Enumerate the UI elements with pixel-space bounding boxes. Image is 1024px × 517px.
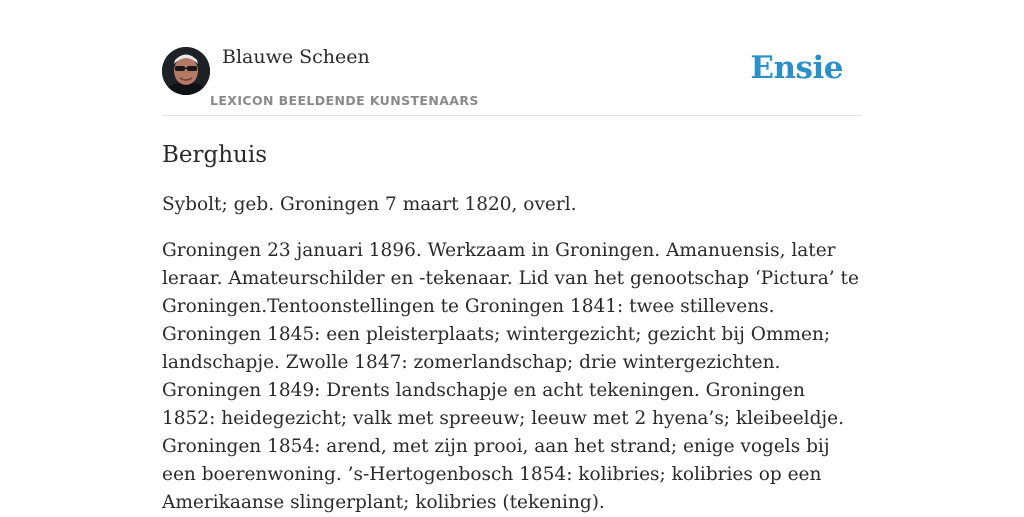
author-name[interactable]: Blauwe Scheen <box>222 46 370 68</box>
avatar-portrait-icon <box>162 47 210 95</box>
entry-lead: Sybolt; geb. Groningen 7 maart 1820, overl. <box>162 194 577 215</box>
author-avatar[interactable] <box>162 47 210 95</box>
entry-card <box>162 0 862 517</box>
category-label[interactable]: LEXICON BEELDENDE KUNSTENAARS <box>210 93 479 108</box>
entry-header <box>162 0 862 116</box>
entry-body: Groningen 23 januari 1896. Werkzaam in Groningen. Amanuensis, later leraar. Amateurschilder en -tekenaar. Lid van het genootschap ‘Pictura’ te Groningen.Tentoonstellingen te Groningen 1841: twee stillevens. Groningen 1845: een pleisterplaats; wintergezicht; gezicht bij Ommen; landschapje. Zwolle 1847: zomerlandschap; drie wintergezichten. Groningen 1849: Drents landschapje en acht tekeningen. Groningen 1852: heidegezicht; valk met spreeuw; leeuw met 2 hyena’s; kleibeeldje. Groningen 1854: arend, met zijn prooi, aan het strand; enige vogels bij een boerenwoning. ’s-Hertogenbosch 1854: kolibries; kolibries op een Amerikaanse slingerplant; kolibries (tekening). <box>162 240 859 513</box>
brand-logo[interactable]: Ensie <box>750 50 843 86</box>
entry-title: Berghuis <box>162 142 268 168</box>
